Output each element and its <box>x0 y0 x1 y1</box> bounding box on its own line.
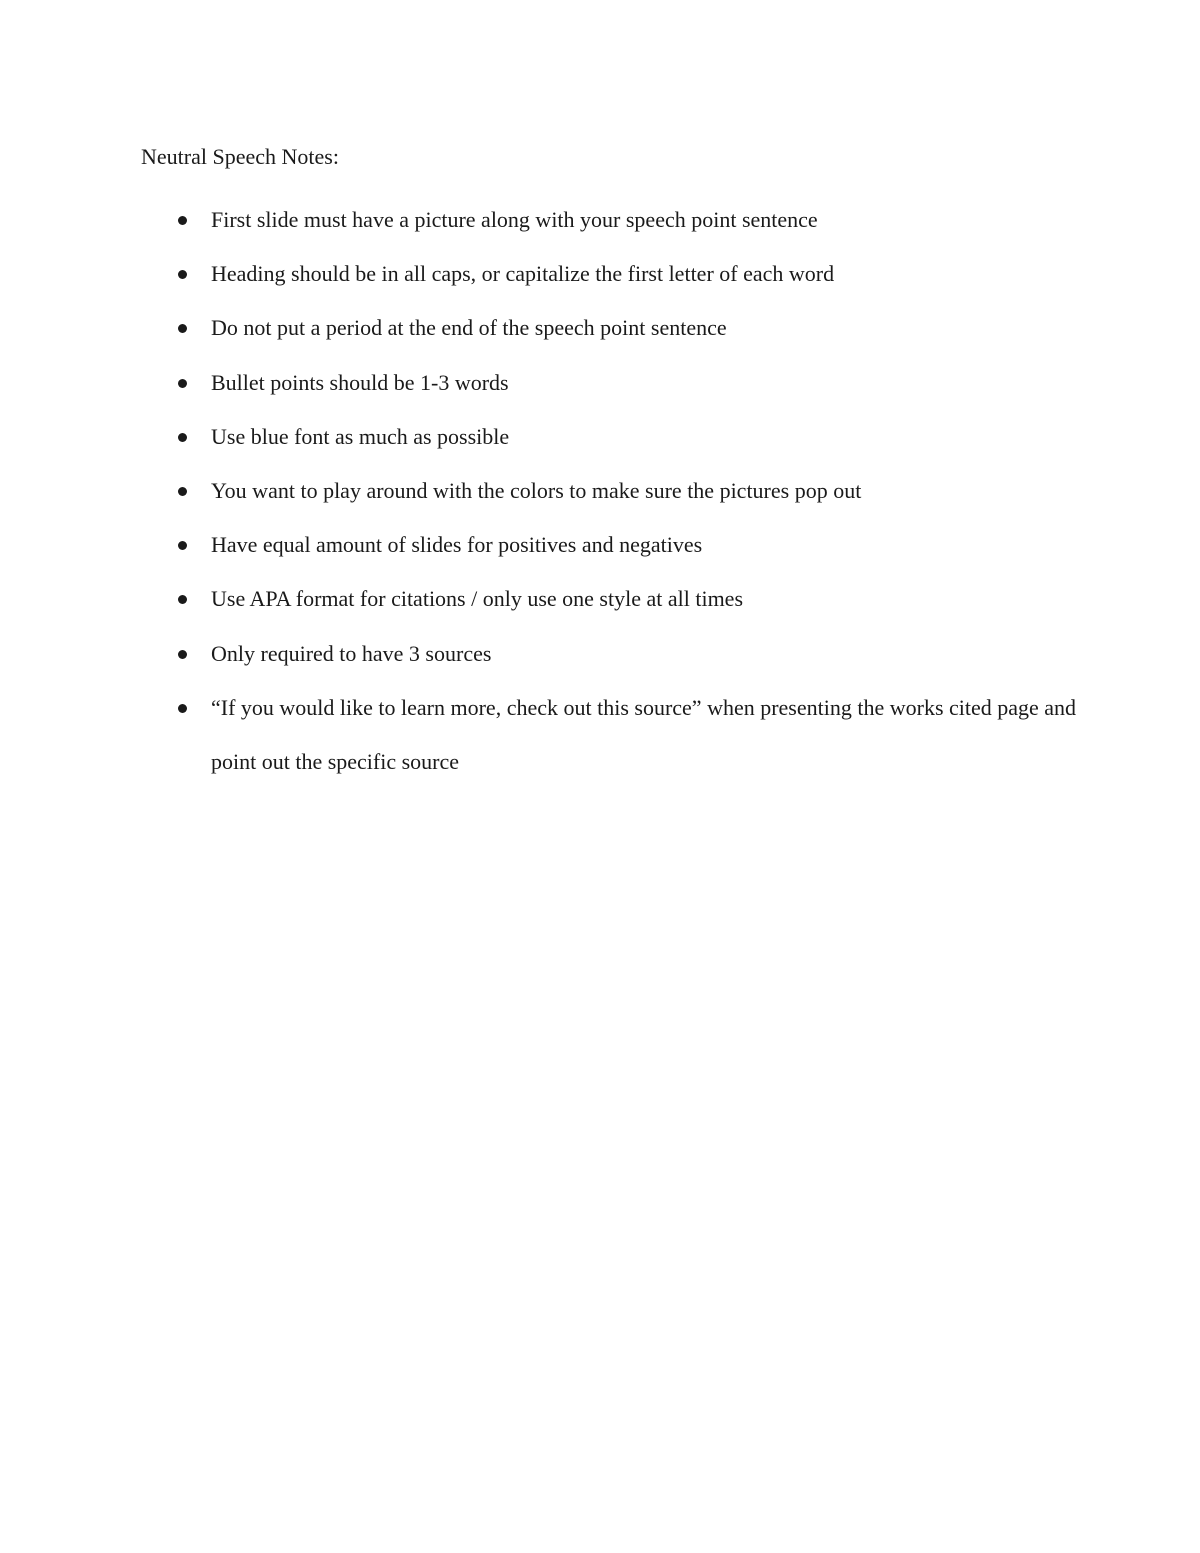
bullet-icon <box>178 379 187 388</box>
list-item-text: Have equal amount of slides for positives and negatives <box>211 532 703 558</box>
bullet-icon <box>178 270 187 279</box>
list-item <box>178 681 1078 789</box>
list-item <box>178 518 1078 572</box>
list-item-text: “If you would like to learn more, check out this source” when presenting the works cited page and point out the specific source <box>211 694 1077 775</box>
list-item-text: Only required to have 3 sources <box>211 640 492 666</box>
list-item <box>178 301 1078 355</box>
list-item-text: You want to play around with the colors to make sure the pictures pop out <box>211 478 862 504</box>
bullet-icon <box>178 650 187 659</box>
bullet-icon <box>178 704 187 713</box>
list-item-text: Do not put a period at the end of the speech point sentence <box>211 315 727 341</box>
list-item <box>178 627 1078 681</box>
list-item <box>178 193 1078 247</box>
bullet-icon <box>178 324 187 333</box>
page-title: Neutral Speech Notes: <box>141 144 339 169</box>
list-item <box>178 410 1078 464</box>
list-item <box>178 356 1078 410</box>
bullet-icon <box>178 541 187 550</box>
list-item-text: Heading should be in all caps, or capitalize the first letter of each word <box>211 261 835 287</box>
bullet-icon <box>178 487 187 496</box>
list-item-text: Use APA format for citations / only use one style at all times <box>211 586 744 612</box>
list-item-text: Bullet points should be 1-3 words <box>211 369 509 395</box>
list-item <box>178 247 1078 301</box>
bullet-icon <box>178 216 187 225</box>
list-item <box>178 464 1078 518</box>
bullet-icon <box>178 595 187 604</box>
list-item-text: Use blue font as much as possible <box>211 423 510 449</box>
bullet-icon <box>178 433 187 442</box>
list-item-text: First slide must have a picture along with your speech point sentence <box>211 207 818 232</box>
list-item <box>178 572 1078 626</box>
notes-list <box>178 193 1078 789</box>
